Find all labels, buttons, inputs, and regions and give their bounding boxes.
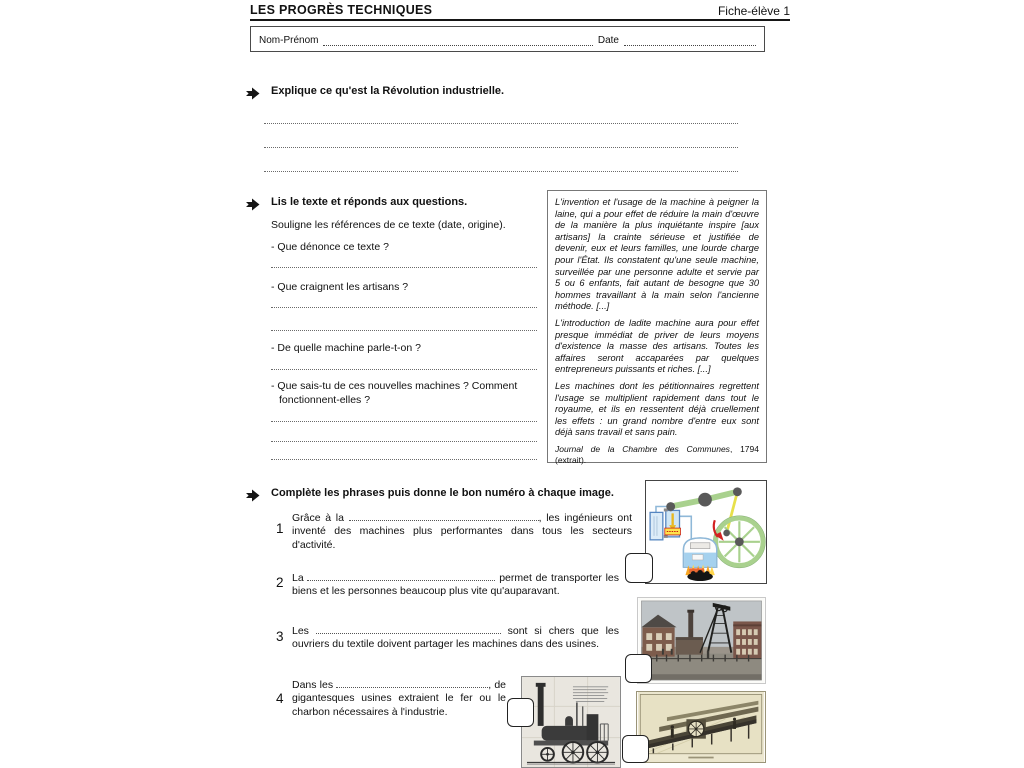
fill-in-blank-1[interactable] [349, 511, 539, 521]
bullet-arrow-icon [246, 489, 260, 502]
source-paragraph-1: L'invention et l'usage de la machine à peigner la laine, qui a pour effet de réduire la main d'œuvre de la manière la plus inquiétante inspire [aux artisans] la crainte sérieuse et justifiée de devenir, eux et leurs familles, une lourde charge pour l'État. Ils constatent qu'une seule machine, surveillée par une personne adulte et servie par 5 ou 6 enfants, fait autant de besogne que 30 hommes travaillant à la main selon l'ancienne méthode. [...] [555, 197, 759, 312]
image-number-box-1[interactable] [625, 553, 653, 583]
source-paragraph-2: L'introduction de ladite machine aura pour effet presque immédiat de priver de leurs moyens d'existence la masse des artisans. Toutes les affaires seront accaparées par quelques entrepreneurs puissants et riches. [...] [555, 317, 759, 375]
header-rule [250, 19, 790, 21]
image-number-box-3[interactable] [507, 698, 534, 727]
textile-machines-engraving [636, 691, 766, 763]
date-label: Date [597, 35, 619, 46]
sentence-item-1: Grâce à la , les ingénieurs ont inventé des machines plus performantes dans tous les secteurs d'activité. [292, 512, 632, 551]
fill-in-blank-3[interactable] [316, 624, 501, 634]
bullet-arrow-icon [246, 87, 260, 100]
section3-heading: Complète les phrases puis donne le bon numéro à chaque image. [271, 487, 614, 499]
answer-line[interactable] [271, 307, 537, 308]
item-number-3: 3 [276, 629, 284, 644]
answer-line[interactable] [264, 123, 738, 124]
name-date-box [250, 26, 765, 52]
fiche-label: Fiche-élève 1 [717, 4, 790, 18]
section2-heading: Lis le texte et réponds aux questions. [271, 196, 468, 208]
question-2: - Que craignent les artisans ? [271, 281, 409, 293]
question-3: - De quelle machine parle-t-on ? [271, 342, 421, 354]
question-4: - Que sais-tu de ces nouvelles machines ? Comment fonctionnent-elles ? [271, 380, 518, 406]
source-text-box [547, 190, 767, 466]
source-paragraph-3: Les machines dont les pétitionnaires regrettent l'usage se multiplient rapidement dans tout le royaume, et ils en ressentent déjà cruellement les effets : un grand nombre d'entre eux sont déjà sans travail et sans pain. [555, 380, 759, 438]
answer-line[interactable] [271, 330, 537, 331]
answer-line[interactable] [264, 147, 738, 148]
answer-line[interactable] [264, 171, 738, 172]
source-citation: Journal de la Chambre des Communes, 1794 (extrait). [555, 443, 759, 466]
section1-heading: Explique ce qu'est la Révolution industrielle. [271, 85, 505, 97]
sentence-item-3: Les sont si chers que les ouvriers du textile doivent partager les machines dans des usines. [292, 625, 620, 651]
sentence-item-4: Dans les , de gigantesques usines extraient le fer ou le charbon nécessaires à l'industrie. [292, 679, 506, 718]
image-number-box-2[interactable] [625, 654, 652, 683]
item-number-2: 2 [276, 575, 284, 590]
answer-line[interactable] [271, 459, 537, 460]
page-title: LES PROGRÈS TECHNIQUES [250, 3, 433, 17]
locomotive-engraving [521, 676, 621, 768]
question-1: - Que dénonce ce texte ? [271, 241, 389, 253]
date-write-line[interactable] [624, 43, 756, 46]
steam-engine-diagram-image [645, 480, 767, 584]
section2-instruction: Souligne les références de ce texte (date, origine). [271, 219, 506, 231]
sentence-item-2: La permet de transporter les biens et les personnes beaucoup plus vite qu'auparavant. [292, 572, 619, 598]
name-write-line[interactable] [323, 43, 592, 46]
coal-mine-photo [637, 597, 766, 684]
bullet-arrow-icon [246, 198, 260, 211]
name-label: Nom-Prénom [259, 35, 319, 46]
fill-in-blank-4[interactable] [336, 678, 488, 688]
answer-line[interactable] [271, 369, 537, 370]
answer-line[interactable] [271, 441, 537, 442]
item-number-1: 1 [276, 521, 284, 536]
image-number-box-4[interactable] [622, 735, 649, 763]
fill-in-blank-2[interactable] [307, 571, 495, 581]
answer-line[interactable] [271, 421, 537, 422]
item-number-4: 4 [276, 691, 284, 706]
answer-line[interactable] [271, 267, 537, 268]
